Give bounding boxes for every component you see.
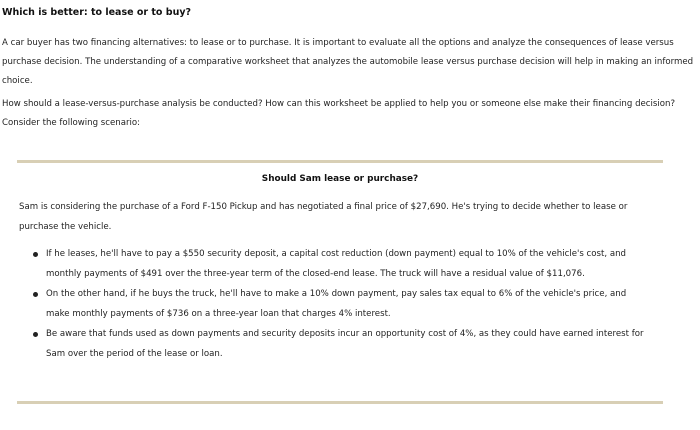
scenario-paragraph: Sam is considering the purchase of a Ford F-150 Pickup and has negotiated a final price of $27,690. He's trying to decide whether to lease or purchase the vehicle.	[19, 202, 628, 232]
bullet-dot-icon	[33, 292, 38, 297]
bullet-dot-icon	[33, 252, 38, 257]
box-bottom-divider	[17, 401, 663, 404]
bullet-item-opportunity-cost	[19, 325, 645, 364]
bullet-item-purchase	[19, 285, 645, 324]
bullet-text: Be aware that funds used as down payments and security deposits incur an opportunity cost of 4%, as they could have earned interest for Sam over the period of the lease or loan.	[46, 329, 644, 359]
section-heading: Which is better: to lease or to buy?	[2, 7, 192, 18]
intro-paragraph: A car buyer has two financing alternatives: to lease or to purchase. It is important to evaluate all the options and analyze the consequences of lease versus purchase decision. The understanding of a comparative worksheet that analyzes the automobile lease versus purchase decision will help in making an informed choice.	[2, 38, 694, 86]
scenario-box-title: Should Sam lease or purchase?	[261, 174, 419, 184]
bullet-item-lease	[19, 245, 645, 284]
scenario-bullet-list	[19, 245, 645, 365]
box-top-divider	[17, 160, 663, 163]
bullet-text: If he leases, he'll have to pay a $550 security deposit, a capital cost reduction (down payment) equal to 10% of the vehicle's cost, and monthly payments of $491 over the three-year term of the closed-end lease. The truck will have a residual value of $11,076.	[46, 249, 627, 279]
bullet-text: On the other hand, if he buys the truck, he'll have to make a 10% down payment, pay sales tax equal to 6% of the vehicle's price, and make monthly payments of $736 on a three-year loan that charges 4% interest.	[46, 289, 627, 319]
bullet-dot-icon	[33, 332, 38, 337]
question-paragraph: How should a lease-versus-purchase analysis be conducted? How can this worksheet be applied to help you or someone else make their financing decision? Consider the following scenario:	[2, 99, 676, 128]
